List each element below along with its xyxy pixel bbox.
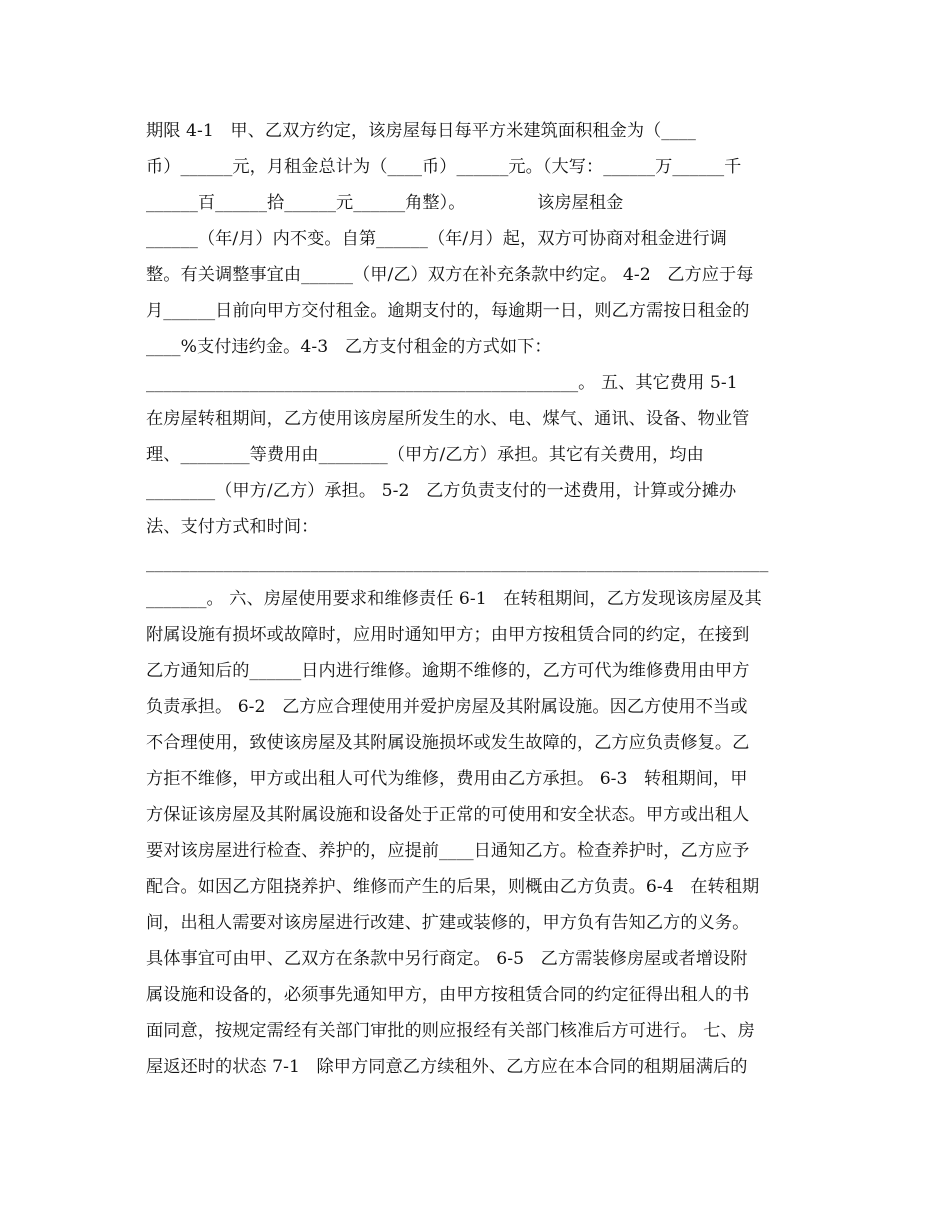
text-line: ____%支付违约金。4-3 乙方支付租金的方式如下：	[146, 337, 552, 357]
text-line: 屋返还时的状态 7-1 除甲方同意乙方续租外、乙方应在本合同的租期届满后的	[146, 1057, 748, 1077]
text-line: 期限 4-1 甲、乙双方约定，该房屋每日每平方米建筑面积租金为（____	[146, 121, 696, 141]
text-line: 不合理使用，致使该房屋及其附属设施损坏或发生故障的，乙方应负责修复。乙	[146, 733, 750, 753]
text-line: 整。有关调整事宜由______（甲/乙）双方在补充条款中约定。 4-2 乙方应于每	[146, 265, 754, 285]
text-line: __________________________________________________。 五、其它费用 5-1	[146, 373, 738, 393]
text-line: 要对该房屋进行检查、养护的，应提前____日通知乙方。检查养护时，乙方应予	[146, 841, 750, 861]
text-line: ________________________________________________________________________	[146, 553, 769, 573]
text-line: 面同意，按规定需经有关部门审批的则应报经有关部门核准后方可进行。 七、房	[146, 1021, 755, 1041]
text-line: ________（甲方/乙方）承担。 5-2 乙方负责支付的一述费用，计算或分摊办	[146, 481, 737, 501]
text-line: 方保证该房屋及其附属设施和设备处于正常的可使用和安全状态。甲方或出租人	[146, 805, 750, 825]
text-line: 间，出租人需要对该房屋进行改建、扩建或装修的，甲方负有告知乙方的义务。	[146, 913, 750, 933]
text-line: 具体事宜可由甲、乙双方在条款中另行商定。 6-5 乙方需装修房屋或者增设附	[146, 949, 748, 969]
text-line: 在房屋转租期间，乙方使用该房屋所发生的水、电、煤气、通讯、设备、物业管	[146, 409, 750, 429]
text-line: ______百______拾______元______角整）。 该房屋租金	[146, 193, 624, 213]
text-line: _______。 六、房屋使用要求和维修责任 6-1 在转租期间，乙方发现该房屋及其	[146, 589, 762, 609]
text-line: 配合。如因乙方阻挠养护、维修而产生的后果，则概由乙方负责。6-4 在转租期	[146, 877, 760, 897]
text-line: 方拒不维修，甲方或出租人可代为维修，费用由乙方承担。 6-3 转租期间，甲	[146, 769, 748, 789]
text-line: 法、支付方式和时间：	[146, 517, 319, 537]
text-line: 乙方通知后的______日内进行维修。逾期不维修的，乙方可代为维修费用由甲方	[146, 661, 750, 681]
text-line: 币）______元，月租金总计为（____币）______元。（大写：______万______千	[146, 157, 742, 177]
text-line: 属设施和设备的，必须事先通知甲方，由甲方按租赁合同的约定征得出租人的书	[146, 985, 750, 1005]
text-line: 负责承担。 6-2 乙方应合理使用并爱护房屋及其附属设施。因乙方使用不当或	[146, 697, 748, 717]
text-line: ______（年/月）内不变。自第______（年/月）起，双方可协商对租金进行调	[146, 229, 727, 249]
text-line: 理、________等费用由________（甲方/乙方）承担。其它有关费用，均由	[146, 445, 704, 465]
text-line: 附属设施有损坏或故障时，应用时通知甲方；由甲方按租赁合同的约定，在接到	[146, 625, 750, 645]
text-line: 月______日前向甲方交付租金。逾期支付的，每逾期一日，则乙方需按日租金的	[146, 301, 750, 321]
